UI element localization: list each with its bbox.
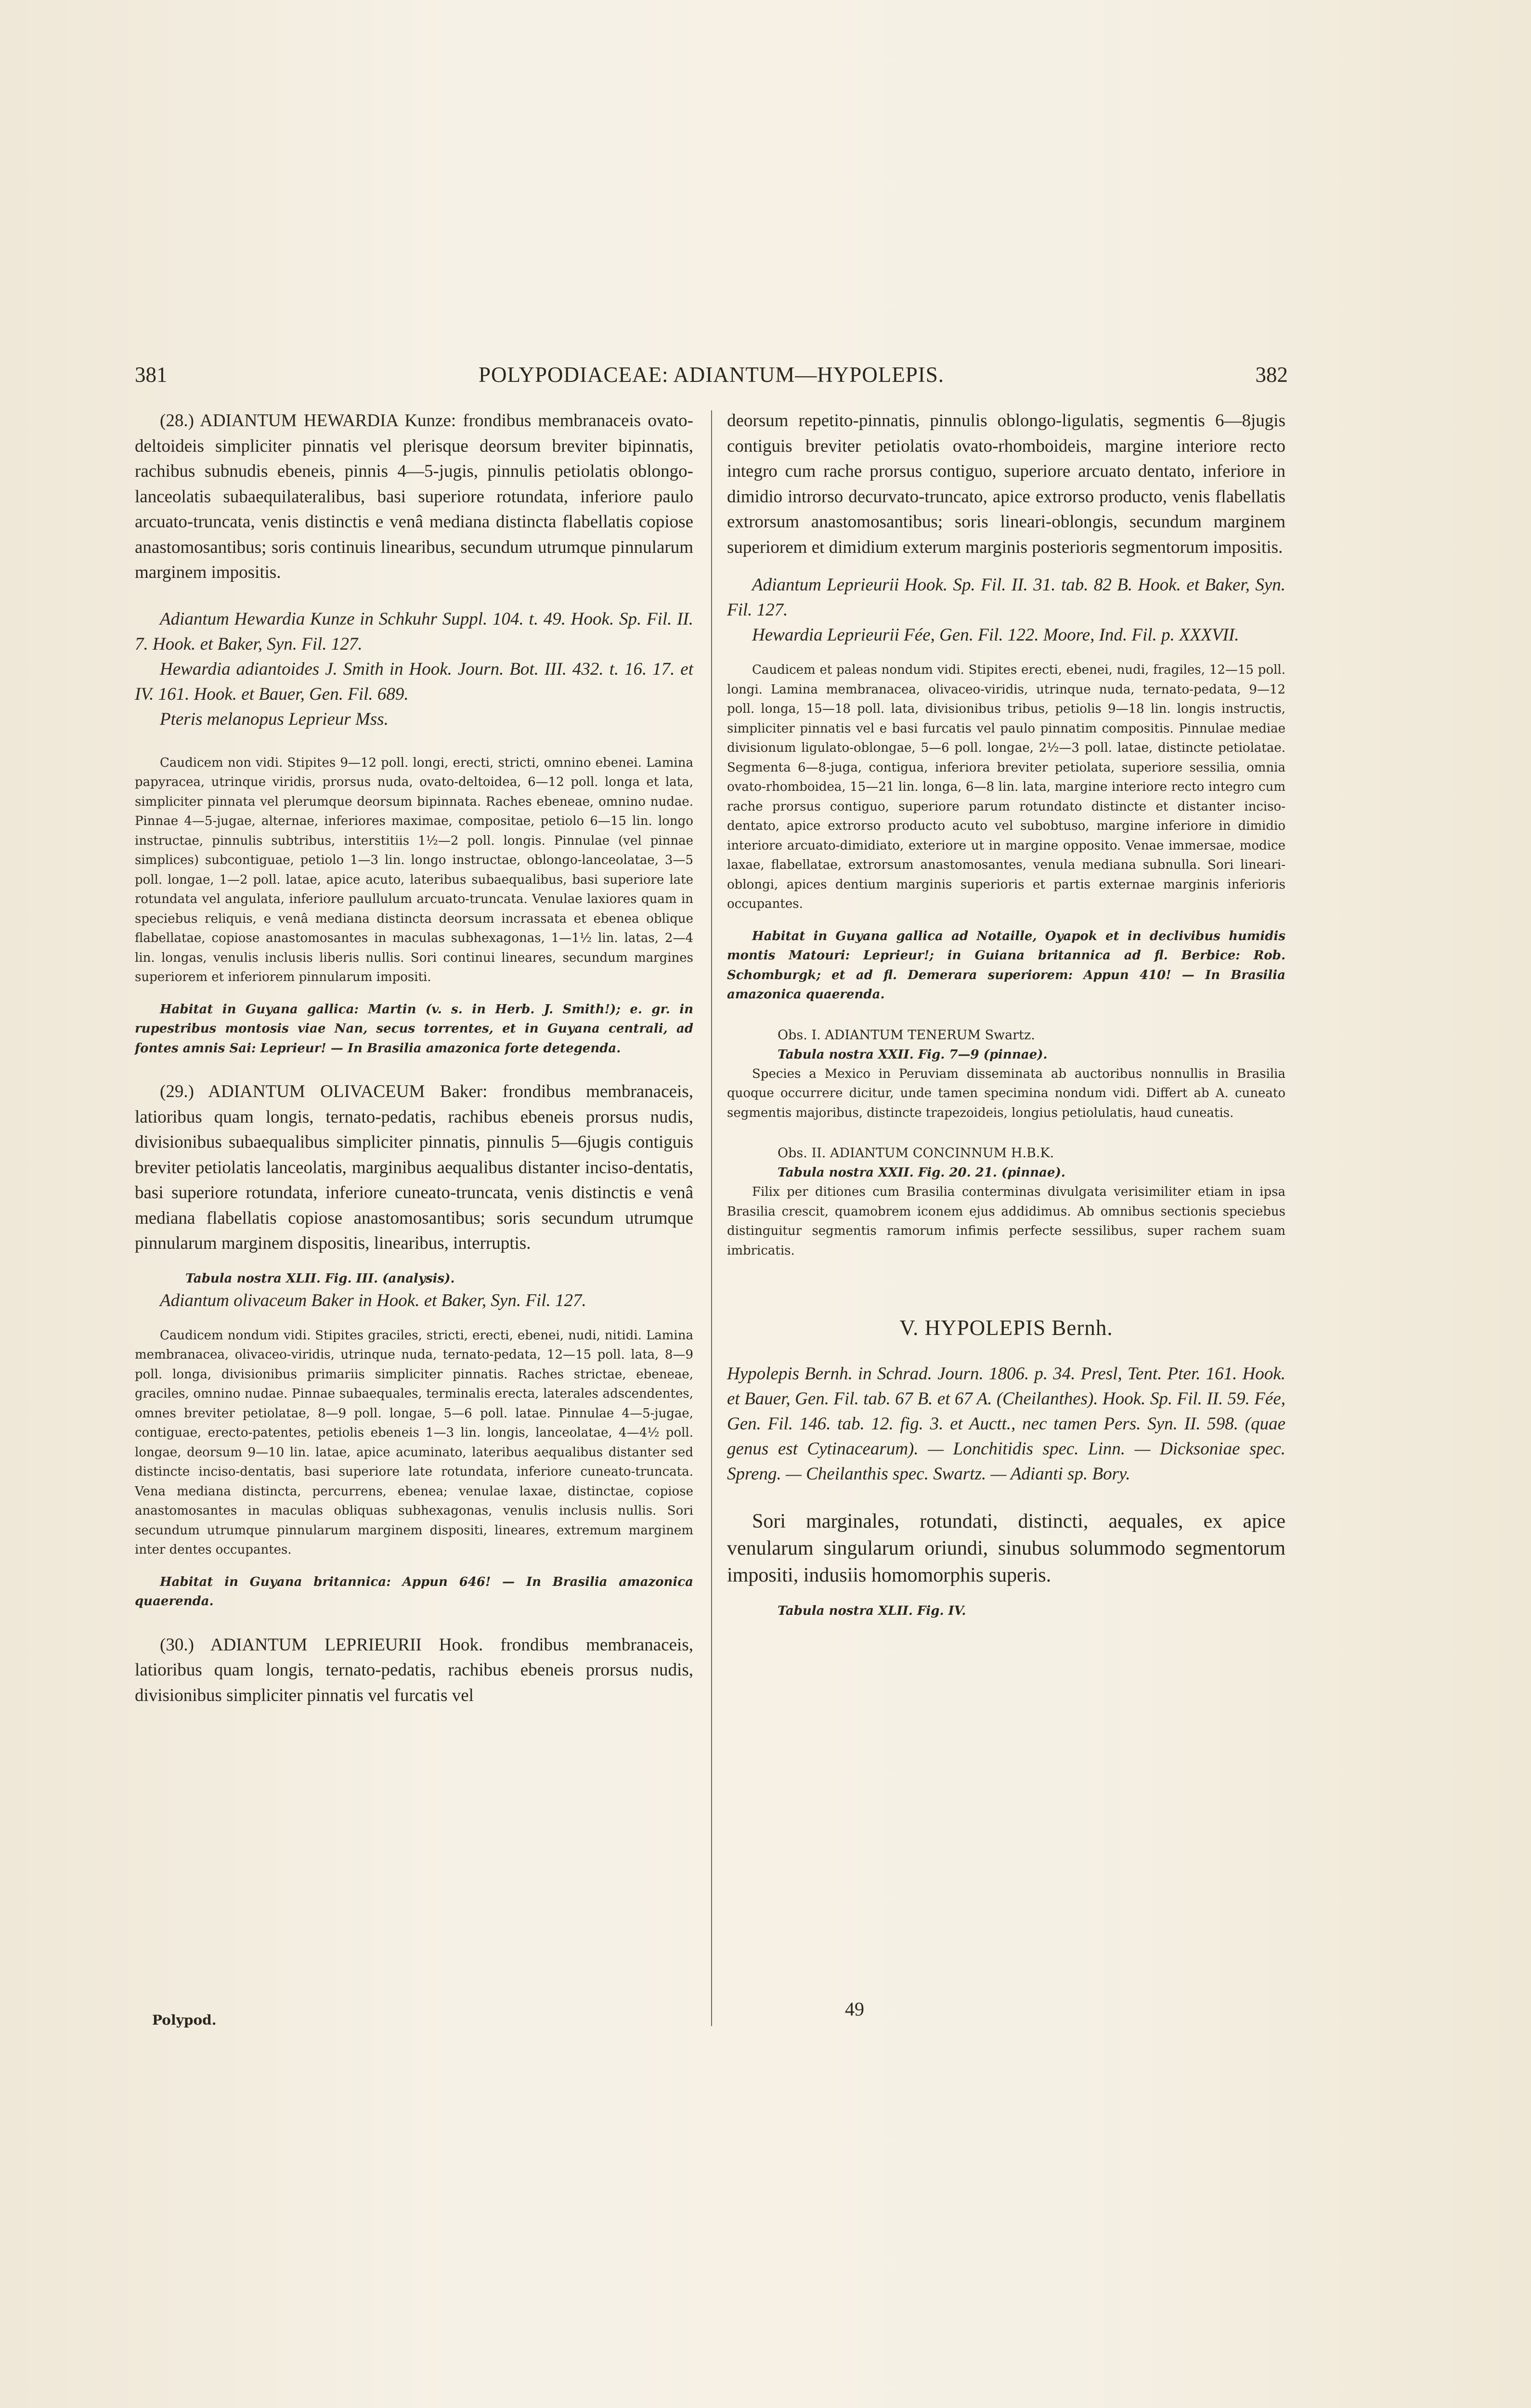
species-28-synonym-3: Pteris melanopus Leprieur Mss. [160, 709, 389, 729]
species-28-habitat: Habitat in Guyana gallica: Martin (v. s. in Herb. J. Smith!); e. gr. in rupestribus montosis viae Nan, secus torrentes, et in Guyana centrali, ad fontes amnis Sai: Leprieur! — In Brasilia amazonica forte detegenda. [135, 1002, 693, 1056]
left-column [135, 408, 693, 1708]
species-30-description: (30.) ADIANTUM LEPRIEURII Hook. frondibus membranaceis, latioribus quam longis, ternato-pedatis, rachibus ebeneis prorsus nudis, divisionibus simpliciter pinnatis vel furcatis vel [135, 1635, 693, 1705]
page-number-left: 381 [135, 363, 168, 387]
observation-1-heading: Obs. I. ADIANTUM TENERUM Swartz. [778, 1027, 1035, 1043]
running-title: POLYPODIACEAE: ADIANTUM—HYPOLEPIS. [478, 363, 945, 387]
genus-description: Sori marginales, rotundati, distincti, aequales, ex apice venularum singularum oriundi, sinubus solummodo segmentorum impositi, indusiis homomorphis superis. [727, 1510, 1285, 1586]
column-divider [711, 410, 712, 2026]
right-column [727, 408, 1285, 1621]
species-30-description-continued: deorsum repetito-pinnatis, pinnulis oblongo-ligulatis, segmentis 6—8jugis contiguis breviter petiolatis ovato-rhomboideis, margine interiore recto integro cum rache prorsus contiguo, superiore arcuato dentato, inferiore in dimidio introrso decurvato-truncato, apice extrorso producto, venis flabellatis extrorsum anastomosantibus; soris lineari-oblongis, secundum marginem superiorem et dimidium exterum marginis posterioris segmentorum impositis. [727, 411, 1285, 557]
species-29-synonym: Adiantum olivaceum Baker in Hook. et Baker, Syn. Fil. 127. [160, 1290, 586, 1310]
observation-2-plate-ref: Tabula nostra XXII. Fig. 20. 21. (pinnae). [778, 1165, 1065, 1180]
genus-plate-ref: Tabula nostra XLII. Fig. IV. [778, 1604, 966, 1618]
species-30-habitat: Habitat in Guyana gallica ad Notaille, Oyapok et in declivibus humidis montis Matouri: Leprieur!; in Guiana britannica ad fl. Berbice: Rob. Schomburgk; et ad fl. Demerara superiorem: Appun 410! — In Brasilia amazonica quaerenda. [727, 929, 1285, 1002]
species-30-detail: Caudicem et paleas nondum vidi. Stipites erecti, ebenei, nudi, fragiles, 12—15 poll. longi. Lamina membranacea, olivaceo-viridis, utrinque nuda, ternato-pedata, 9—12 poll. longa, 15—18 poll. lata, divisionibus tribus, petiolis 9—18 lin. longis instructis, simpliciter pinnatis vel e basi furcatis vel paulo pinnatim compositis. Pinnulae mediae divisionum ligulato-oblongae, 5—6 poll. longae, 2½—3 poll. latae, distincte petiolatae. Segmenta 6—8-juga, contigua, inferiora breviter petiolata, superiore sessilia, omnia ovato-rhomboidea, 15—21 lin. longa, 6—8 lin. lata, margine interiore recto integro cum rache prorsus contiguo, superiore parum rotundato distincte et distanter inciso-dentato, apice extrorso producto acuto vel subobtuso, margine inferiore in dimidio interiore arcuato-dimidiato, exteriore ut in margine opposito. Venae immersae, modice laxae, flabellatae, extrorsum anastomosantes, venula mediana subnulla. Sori lineari-oblongi, apices dentium marginis superioris et partis externae marginis inferioris occupantes. [727, 663, 1285, 911]
running-header [135, 362, 1288, 391]
species-30-synonym-1: Adiantum Leprieurii Hook. Sp. Fil. II. 31. tab. 82 B. Hook. et Baker, Syn. Fil. 127. [727, 575, 1285, 620]
observation-1-text: Species a Mexico in Peruviam disseminata ab auctoribus nonnullis in Brasilia quoque occurrere dicitur, unde tamen specimina nondum vidi. Differt ab A. cuneato segmentis majoribus, distincte trapezoideis, longius petiolulatis, haud cuneatis. [727, 1066, 1285, 1120]
species-29-detail: Caudicem nondum vidi. Stipites graciles, stricti, erecti, ebenei, nudi, nitidi. Lamina membranacea, olivaceo-viridis, utrinque nuda, ternato-pedata, 12—15 poll. lata, 8—9 poll. longa, divisionibus primariis simpliciter pinnatis. Raches strictae, ebeneae, graciles, omnino nudae. Pinnae subaequales, terminalis erecta, laterales adscendentes, omnes breviter petiolatae, 8—9 poll. longae, 5—6 poll. latae. Pinnulae 4—5-jugae, contiguae, erecto-patentes, petiolis ebeneis 1—3 lin. longis, lanceolatae, 4—4½ poll. longae, deorsum 9—10 lin. latae, apice acuminato, lateribus aequalibus distanter sed distincte inciso-dentatis, basi superiore late rotundata, inferiore cuneato-truncata. Vena mediana distincta, percurrens, ebenea; venulae laxae, distinctae, copiose anastomosantes in maculas obliquas subhexagonas, venulis inclusis nullis. Sori secundum utrumque pinnularum marginem dispositi, lineares, extremum marginem inter dentes occupantes. [135, 1328, 693, 1557]
species-30-synonym-2: Hewardia Leprieurii Fée, Gen. Fil. 122. Moore, Ind. Fil. p. XXXVII. [752, 625, 1239, 645]
species-28-synonym-1: Adiantum Hewardia Kunze in Schkuhr Suppl. 104. t. 49. Hook. Sp. Fil. II. 7. Hook. et Baker, Syn. Fil. 127. [135, 609, 693, 654]
species-29-plate-ref: Tabula nostra XLII. Fig. III. (analysis). [185, 1271, 455, 1286]
observation-2-text: Filix per ditiones cum Brasilia conterminas divulgata verisimiliter etiam in ipsa Brasilia crescit, quamobrem iconem ejus addidimus. Ab omnibus sectionis speciebus distinguitur segmentis ramorum infimis perfecte sessilibus, super rachem suam imbricatis. [727, 1185, 1285, 1258]
species-28-synonym-2: Hewardia adiantoides J. Smith in Hook. Journ. Bot. III. 432. t. 16. 17. et IV. 161. Hook. et Bauer, Gen. Fil. 689. [135, 659, 693, 704]
genus-heading: V. HYPOLEPIS Bernh. [899, 1316, 1113, 1340]
genus-synonymy: Hypolepis Bernh. in Schrad. Journ. 1806. p. 34. Presl, Tent. Pter. 161. Hook. et Bauer, Gen. Fil. tab. 67 B. et 67 A. (Cheilanthes). Hook. Sp. Fil. II. 59. Fée, Gen. Fil. 146. tab. 12. fig. 3. et Auctt., nec tamen Pers. Syn. II. 598. (quae genus est Cytinacearum). — Lonchitidis spec. Linn. — Dicksoniae spec. Spreng. — Cheilanthis spec. Swartz. — Adianti sp. Bory. [727, 1364, 1285, 1484]
species-29-habitat: Habitat in Guyana britannica: Appun 646! — In Brasilia amazonica quaerenda. [135, 1574, 693, 1609]
observation-2-heading: Obs. II. ADIANTUM CONCINNUM H.B.K. [778, 1146, 1054, 1161]
observation-1-plate-ref: Tabula nostra XXII. Fig. 7—9 (pinnae). [778, 1047, 1048, 1062]
species-28-detail: Caudicem non vidi. Stipites 9—12 poll. longi, erecti, stricti, omnino ebenei. Lamina papyracea, utrinque viridis, prorsus nuda, ovato-deltoidea, 6—12 poll. longa et lata, simpliciter pinnata vel plerumque deorsum bipinnata. Raches ebeneae, omnino nudae. Pinnae 4—5-jugae, alternae, inferiores maximae, compositae, petiolo 6—15 lin. longo instructae, pinnulis subtribus, interstitiis 1½—2 poll. longis. Pinnulae (vel pinnae simplices) subcontiguae, petiolo 1—3 lin. longo instructae, oblongo-lanceolatae, 3—5 poll. longae, 1—2 poll. latae, apice acuto, lateribus subaequalibus, basi superiore late rotundata vel angulata, inferiore paullulum arcuato-truncata. Venulae laxiores quam in speciebus reliquis, e venâ mediana distincta deorsum incrassata et ebenea oblique flabellatae, copiose anastomosantes in maculas subhexagonas, 1—1½ lin. latas, 2—4 lin. longas, venulis inclusis liberis nullis. Sori continui lineares, secundum margines superiorem et inferiorem pinnularum impositi. [135, 755, 693, 984]
species-29-description: (29.) ADIANTUM OLIVACEUM Baker: frondibus membranaceis, latioribus quam longis, ternato-pedatis, rachibus ebeneis prorsus nudis, divisionibus subaequalibus simpliciter pinnatis, pinnulis 5—6jugis contiguis breviter petiolatis lanceolatis, marginibus aequalibus distanter inciso-dentatis, basi superiore rotundata, inferiore cuneato-truncata, venis distinctis e venâ mediana flabellatis copiose anastomosantibus; soris secundum utrumque pinnularum marginem dispositis, linearibus, interruptis. [135, 1082, 693, 1253]
signature-mark: Polypod. [152, 2012, 217, 2028]
page-number-right: 382 [1255, 363, 1288, 387]
species-28-description: (28.) ADIANTUM HEWARDIA Kunze: frondibus membranaceis ovato-deltoideis simpliciter pinnatis vel plerisque deorsum breviter bipinnatis, rachibus subnudis ebeneis, pinnis 4—5-jugis, pinnulis petiolatis oblongo-lanceolatis subaequilateralibus, basi superiore rotundata, inferiore paulo arcuato-truncata, venis distinctis e venâ mediana distincta flabellatis copiose anastomosantibus; soris continuis linearibus, secundum utrumque pinnularum marginem impositis. [135, 411, 693, 582]
sheet-number: 49 [845, 1998, 864, 2020]
